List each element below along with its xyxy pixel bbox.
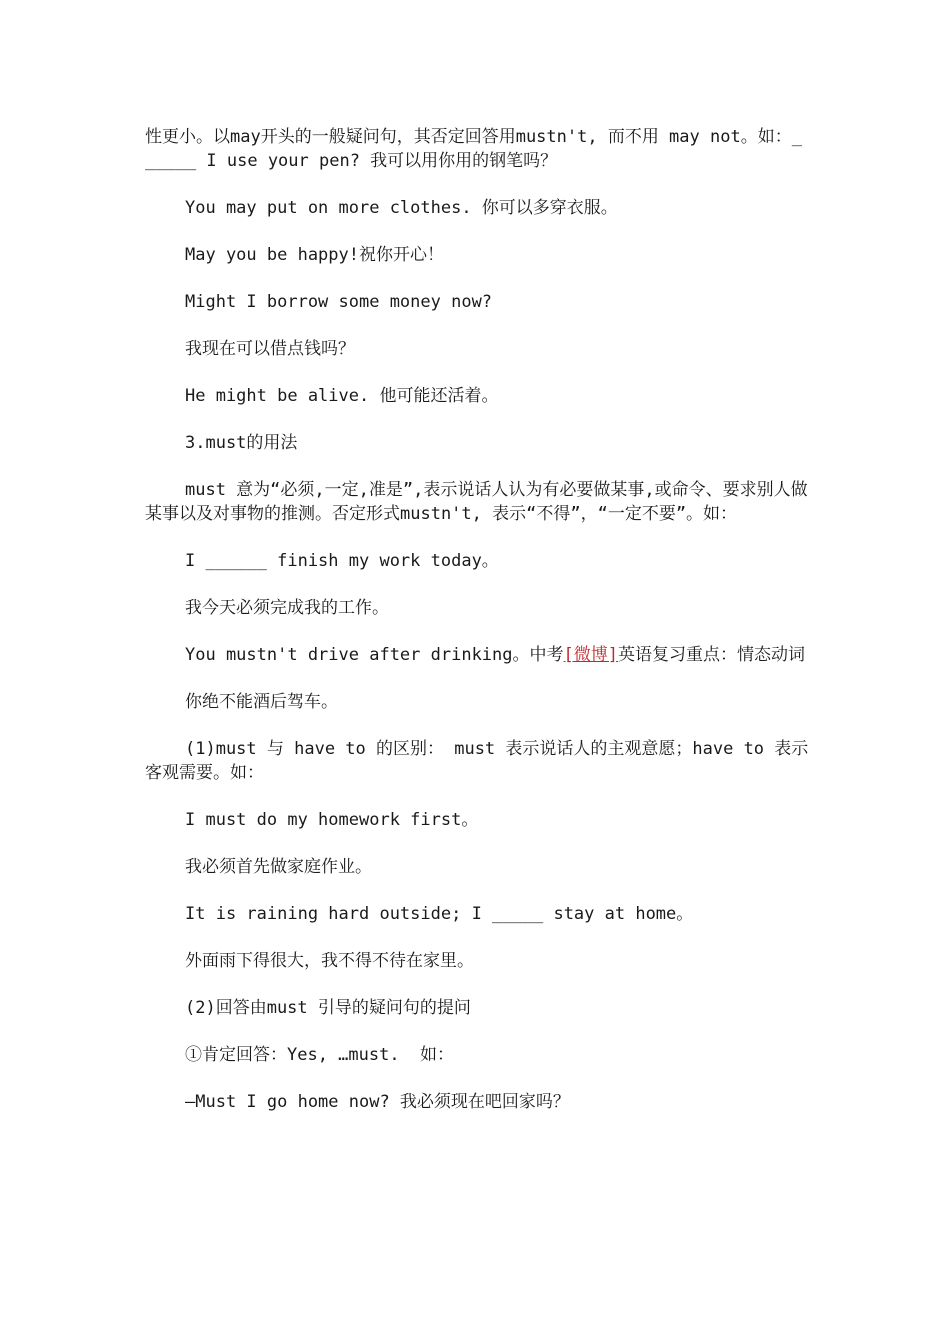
example-drink-drive-suffix: 英语复习重点：情态动词 <box>618 645 805 665</box>
example-might-be-alive: He might be alive. 他可能还活着。 <box>185 386 499 406</box>
translation-homework-first: 我必须首先做家庭作业。 <box>185 857 372 877</box>
example-put-on-clothes: You may put on more clothes. 你可以多穿衣服。 <box>185 198 618 218</box>
translation-drink-drive: 你绝不能酒后驾车。 <box>185 692 338 712</box>
paragraph-may-negative: 性更小。以may开头的一般疑问句，其否定回答用mustn't, 而不用 may not。如：______ I use your pen? 我可以用你用的钢笔吗？ <box>145 127 802 171</box>
affirmative-answer: ①肯定回答：Yes, …must. 如： <box>185 1045 455 1065</box>
example-finish-work: I ______ finish my work today。 <box>185 551 499 571</box>
example-borrow-money: Might I borrow some money now? <box>185 292 493 312</box>
document-body <box>145 125 810 1137</box>
paragraph-must-meaning: must 意为“必须,一定,准是”,表示说话人认为有必要做某事,或命令、要求别人做某事以及对事物的推测。否定形式mustn't, 表示“不得”，“一定不要”。如： <box>145 480 808 524</box>
translation-raining-hard: 外面雨下得很大，我不得不待在家里。 <box>185 951 474 971</box>
translation-borrow-money: 我现在可以借点钱吗？ <box>185 339 355 359</box>
section-heading-must: 3.must的用法 <box>185 433 298 453</box>
example-drink-drive <box>145 643 810 667</box>
translation-finish-work: 我今天必须完成我的工作。 <box>185 598 389 618</box>
paragraph-must-vs-have-to: (1)must 与 have to 的区别： must 表示说话人的主观意愿；have to 表示客观需要。如： <box>145 739 809 783</box>
example-may-you-be-happy: May you be happy!祝你开心！ <box>185 245 444 265</box>
example-drink-drive-text: You mustn't drive after drinking。中考 <box>185 645 564 665</box>
example-raining-hard: It is raining hard outside; I _____ stay at home。 <box>185 904 694 924</box>
weibo-link[interactable]: [微博] <box>563 645 618 665</box>
subheading-must-questions: (2)回答由must 引导的疑问句的提问 <box>185 998 471 1018</box>
example-homework-first: I must do my homework first。 <box>185 810 479 830</box>
example-go-home: —Must I go home now? 我必须现在吧回家吗？ <box>185 1092 570 1112</box>
